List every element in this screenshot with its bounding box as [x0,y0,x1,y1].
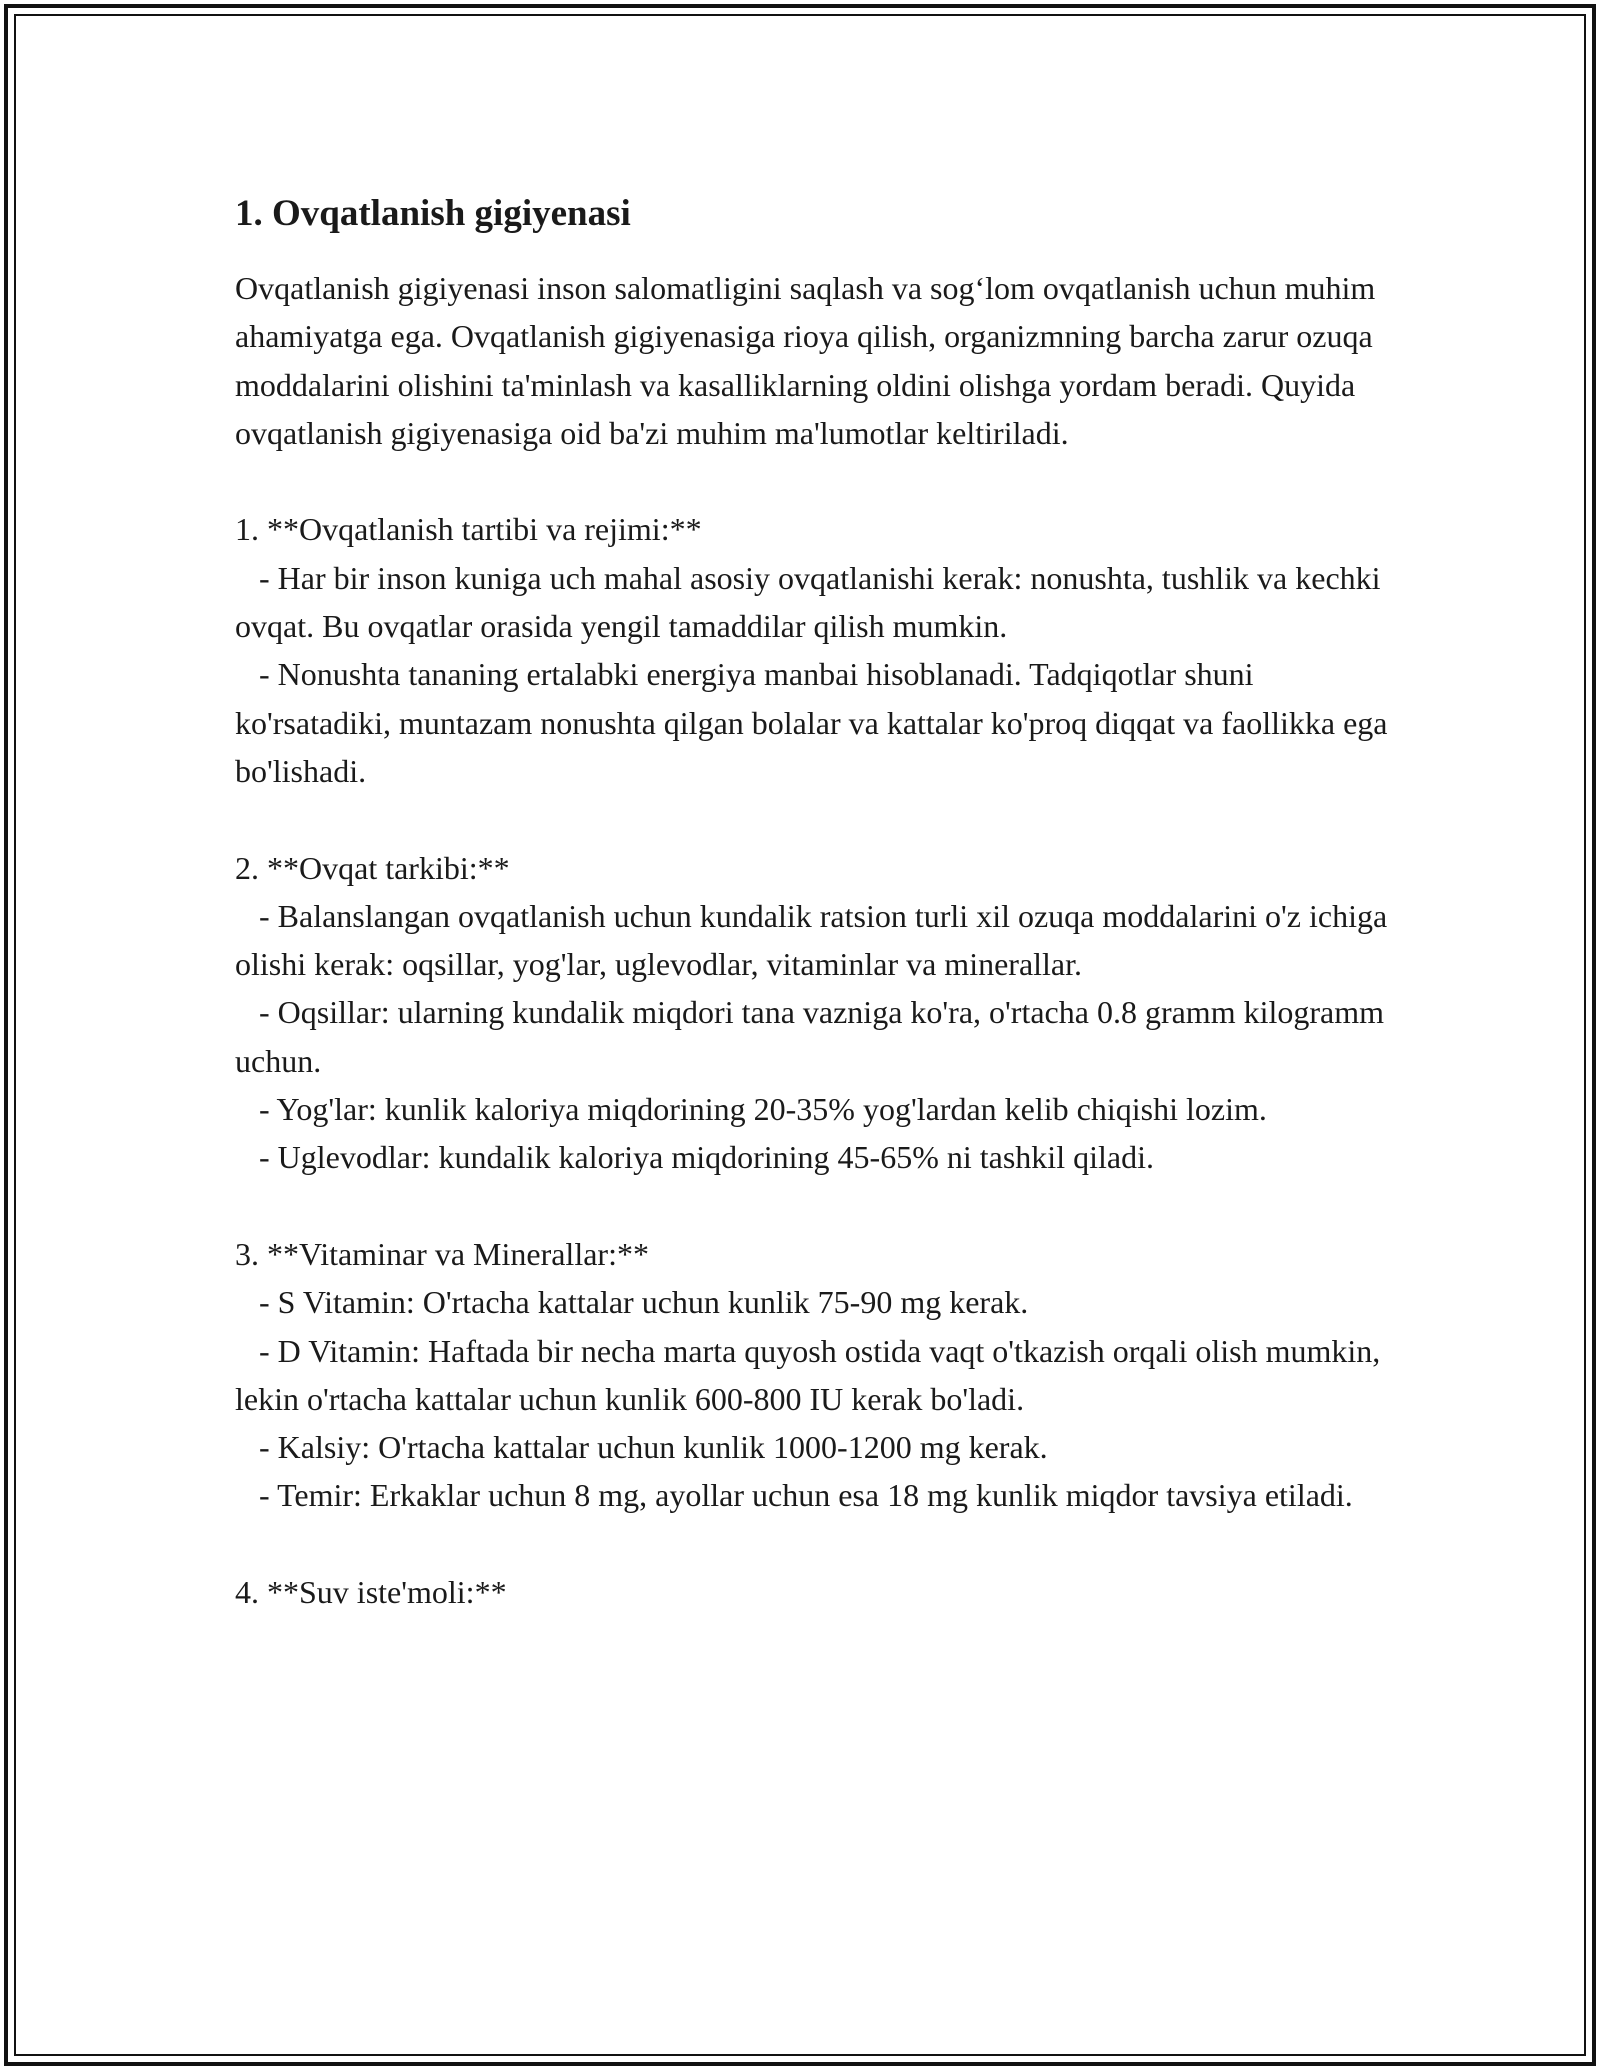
list-item [235,554,1415,651]
list-item-text: - Uglevodlar: kundalik kaloriya miqdorining 45-65% ni tashkil qiladi. [259,1139,1154,1176]
paragraph-gap [235,1182,1415,1230]
paragraph-gap [235,1520,1415,1568]
section-2 [235,844,1415,1182]
list-item-text: - D Vitamin: Haftada bir necha marta quyosh ostida vaqt o'tkazish orqali olish mumkin, lekin o'rtacha kattalar uchun kunlik 600-800 IU kerak bo'ladi. [235,1332,1381,1417]
list-item [235,1471,1415,1519]
list-item-text: - Har bir inson kuniga uch mahal asosiy ovqatlanishi kerak: nonushta, tushlik va kechki ovqat. Bu ovqatlar orasida yengil tamaddilar qilish mumkin. [235,559,1381,645]
section-3 [235,1230,1415,1520]
list-item [235,1278,1415,1326]
section-title: 2. **Ovqat tarkibi:** [235,849,510,886]
paragraph-gap [235,457,1415,505]
list-item-text: - Oqsillar: ularning kundalik miqdori tana vazniga ko'ra, o'rtacha 0.8 gramm kilogramm uchun. [235,994,1384,1079]
list-item [235,1085,1415,1133]
list-item-text: - Temir: Erkaklar uchun 8 mg, ayollar uchun esa 18 mg kunlik miqdor tavsiya etiladi. [259,1477,1353,1514]
section-4 [235,1568,1415,1616]
list-item-text: - S Vitamin: O'rtacha kattalar uchun kunlik 75-90 mg kerak. [259,1284,1029,1321]
list-item [235,892,1415,989]
list-item [235,1423,1415,1471]
section-1 [235,505,1415,795]
paragraph-gap [235,795,1415,843]
document-heading: 1. Ovqatlanish gigiyenasi [235,193,631,234]
intro-paragraph: Ovqatlanish gigiyenasi inson salomatligini saqlash va sog‘lom ovqatlanish uchun muhim ahamiyatga ega. Ovqatlanish gigiyenasiga rioya qilish, organizmning barcha zarur ozuqa moddalarini olishini ta'minlash va kasalliklarning oldini olishga yordam beradi. Quyida ovqatlanish gigiyenasiga oid ba'zi muhim ma'lumotlar keltiriladi. [235,270,1376,451]
list-item-text: - Yog'lar: kunlik kaloriya miqdorining 20-35% yog'lardan kelib chiqishi lozim. [259,1091,1267,1128]
section-title: 3. **Vitaminar va Minerallar:** [235,1235,649,1272]
list-item [235,988,1415,1085]
list-item [235,650,1415,795]
section-title: 1. **Ovqatlanish tartibi va rejimi:** [235,511,702,548]
list-item [235,1327,1415,1424]
list-item-text: - Kalsiy: O'rtacha kattalar uchun kunlik 1000-1200 mg kerak. [259,1429,1048,1466]
document-body [235,186,1415,1616]
list-item-text: - Balanslangan ovqatlanish uchun kundalik ratsion turli xil ozuqa moddalarini o'z ichiga olishi kerak: oqsillar, yog'lar, uglevodlar, vitaminlar va minerallar. [235,897,1388,983]
list-item-text: - Nonushta tananing ertalabki energiya manbai hisoblanadi. Tadqiqotlar shuni ko'rsatadiki, muntazam nonushta qilgan bolalar va kattalar ko'proq diqqat va faollikka ega bo'lishadi. [235,656,1388,789]
list-item [235,1133,1415,1181]
section-title: 4. **Suv iste'moli:** [235,1574,507,1611]
